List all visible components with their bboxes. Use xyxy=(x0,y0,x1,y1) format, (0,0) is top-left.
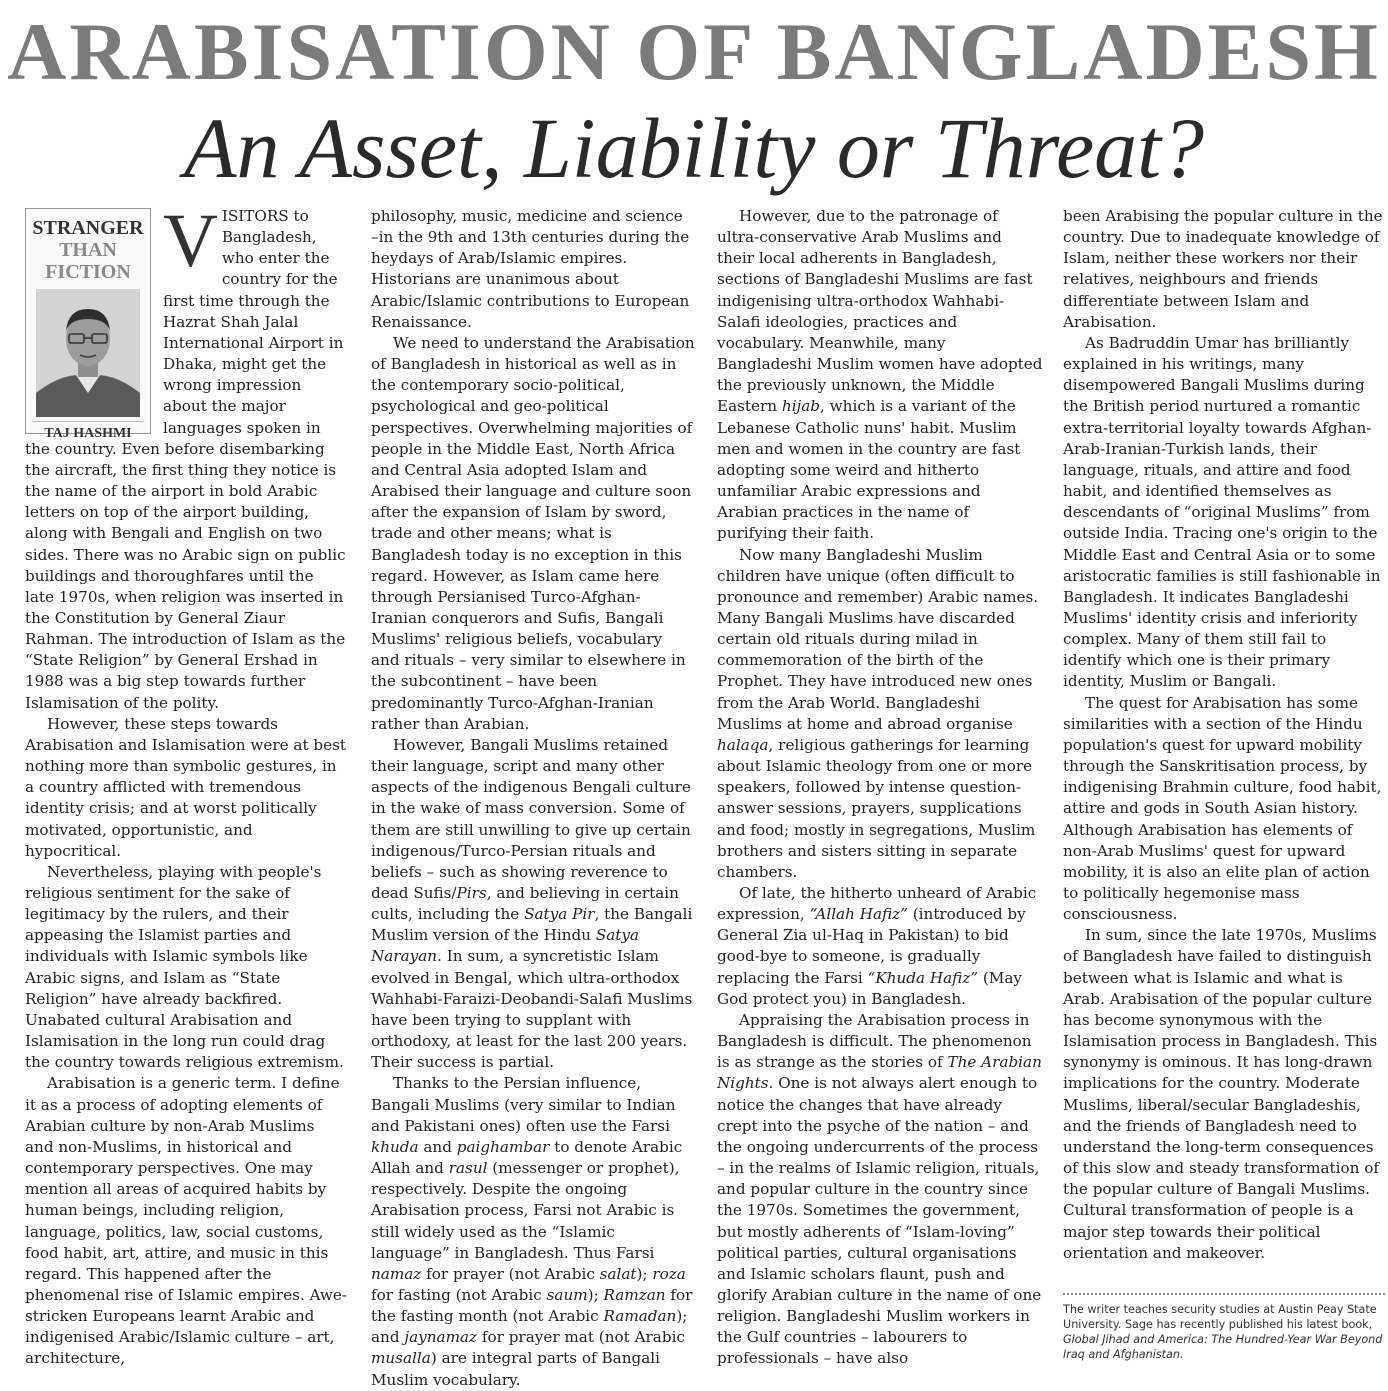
paragraph: VISITORS to Bangladesh, who enter the country for the first time through the Hazrat Shah Jalal International Airport in Dhaka, might get the wrong impression about the major languages spoken in the country. Even before disembarking the aircraft, the first thing they notice is the name of the airport in bold Arabic letters on top of the airport building, along with Bengali and English on two sides. There was no Arabic sign on public buildings and thoroughfares until the late 1970s, when religion was inserted in the Constitution by General Ziaur Rahman. The introduction of Islam as the “State Religion” by General Ershad in 1988 was a big step towards further Islamisation of the polity. xyxy=(25,199,346,712)
drop-cap: V xyxy=(163,199,218,283)
author-photo xyxy=(36,289,140,417)
columnist-box xyxy=(25,208,151,441)
paragraph: The quest for Arabisation has some similarities with a section of the Hindu population's quest for upward mobility through the Sanskritisation process, by indigenising Brahmin culture, food habit, attire and gods in South Asian history. Although Arabisation has elements of non-Arab Muslims' quest for upward mobility, it is also an elite plan of action to politically hegemonise mass consciousness. xyxy=(1063,693,1382,924)
article-column-1 xyxy=(25,199,348,1368)
paragraph: Thanks to the Persian influence, Bangali Muslims (very similar to Indian and Pakistani ones) often use the Farsi khuda and paighambar to denote Arabic Allah and rasul (messenger or prophet), respectively. Despite the ongoing Arabisation process, Farsi not Arabic is still widely used as the “Islamic language” in Bangladesh. Thus Farsi namaz for prayer (not Arabic salat); roza for fasting (not Arabic saum); Ramzan for the fasting month (not Arabic Ramadan); and jaynamaz for prayer mat (not Arabic musalla) are integral parts of Bangali Muslim vocabulary. xyxy=(371,1074,693,1389)
article-column-3 xyxy=(717,206,1043,1368)
footnote-divider xyxy=(1063,1293,1385,1295)
paragraph: been Arabising the popular culture in the country. Due to inadequate knowledge of Islam, neither these workers nor their relatives, neighbours and friends differentiate between Islam and Arabisation. xyxy=(1063,207,1383,331)
paragraph: Appraising the Arabisation process in Bangladesh is difficult. The phenomenon is as strange as the stories of The Arabian Nights. One is not always alert enough to notice the changes that have already crept into the psyche of the nation – and the ongoing undercurrents of the process – in the realms of Islamic religion, rituals, and popular culture in the country since the 1970s. Sometimes the government, but mostly adherents of “Islam-loving” political parties, cultural organisations and Islamic scholars flaunt, push and glorify Arabian culture in the name of one religion. Bangladeshi Muslim workers in the Gulf countries – labourers to professionals – have also xyxy=(717,1010,1042,1368)
paragraph: Now many Bangladeshi Muslim children have unique (often difficult to pronounce and remember) Arabic names. Many Bangali Muslims have discarded certain old rituals during milad in commemoration of the birth of the Prophet. They have introduced new ones from the Arab World. Bangladeshi Muslims at home and abroad organise halaqa, religious gatherings for learning about Islamic theology from one or more speakers, followed by intense question-answer sessions, prayers, supplications and food; mostly in segregations, Muslim brothers and sisters sitting in separate chambers. xyxy=(717,545,1039,881)
paragraph: Arabisation is a generic term. I define it as a process of adopting elements of Arabian culture by non-Arab Muslims and non-Muslims, in historical and contemporary perspectives. One may mention all areas of acquired habits by human beings, including religion, language, politics, law, social customs, food habit, art, attire, and music in this regard. This happened after the phenomenal rise of Islamic empires. Awe-stricken Europeans learnt Arabic and indigenised Arabic/Islamic culture – art, architecture, xyxy=(25,1074,348,1368)
paragraph: However, these steps towards Arabisation and Islamisation were at best nothing more than symbolic gestures, in a country afflicted with tremendous identity crisis; and at worst politically motivated, opportunistic, and hypocritical. xyxy=(25,714,346,860)
column-title-line2: THAN xyxy=(59,239,117,261)
paragraph: However, due to the patronage of ultra-conservative Arab Muslims and their local adherents in Bangladesh, sections of Bangladeshi Muslims are fast indigenising ultra-orthodox Wahhabi-Salafi ideologies, practices and vocabulary. Meanwhile, many Bangladeshi Muslim women have adopted the previously unknown, the Middle Eastern hijab, which is a variant of the Lebanese Catholic nuns' habit. Muslim men and women in the country are fast adopting some weird and hitherto unfamiliar Arabic expressions and Arabian practices in the name of purifying their faith. xyxy=(717,207,1043,543)
paragraph: Nevertheless, playing with people's religious sentiment for the sake of legitimacy by the rulers, and their appeasing the Islamist parties and individuals with Islamic symbols like Arabic signs, and Islam as “State Religion” have already backfired. Unabated cultural Arabisation and Islamisation in the long run could drag the country towards religious extremism. xyxy=(25,862,344,1072)
paragraph: philosophy, music, medicine and science –in the 9th and 13th centuries during the heydays of Arab/Islamic empires. Historians are unanimous about Arabic/Islamic contributions to European Renaissance. xyxy=(371,207,690,331)
subheadline: An Asset, Liability or Threat? xyxy=(183,100,1205,196)
paragraph: We need to understand the Arabisation of Bangladesh in historical as well as in the contemporary socio-political, psychological and geo-political perspectives. Overwhelming majorities of people in the Middle East, North Africa and Central Asia adopted Islam and Arabised their language and culture soon after the expansion of Islam by sword, trade and other means; what is Bangladesh today is no exception in this regard. However, as Islam came here through Persianised Turco-Afghan-Iranian conquerors and Sufis, Bangali Muslims' religious beliefs, vocabulary and rituals – very similar to elsewhere in the subcontinent – have been predominantly Turco-Afghan-Iranian rather than Arabian. xyxy=(371,333,695,733)
paragraph: As Badruddin Umar has brilliantly explained in his writings, many disempowered Bangali Muslims during the British period nurtured a romantic extra-territorial loyalty towards Afghan-Arab-Iranian-Turkish lands, their language, rituals, and attire and food habit, and identified themselves as descendants of “original Muslims” from outside India. Tracing one's origin to the Middle East and Central Asia or to some aristocratic families is still fashionable in Bangladesh. It indicates Bangladeshi Muslims' identity crisis and inferiority complex. Many of them still fail to identify which one is their primary identity, Muslim or Bangali. xyxy=(1063,333,1381,691)
column-title-line1: STRANGER xyxy=(32,217,144,239)
author-portrait-image xyxy=(36,289,140,417)
article-column-4 xyxy=(1063,206,1385,1268)
paragraph: However, Bangali Muslims retained their language, script and many other aspects of the indigenous Bengali culture in the wake of mass conversion. Some of them are still unwilling to give up certain indigenous/Turco-Persian rituals and beliefs – such as showing reverence to dead Sufis/Pirs, and believing in certain cults, including the Satya Pir, the Bangali Muslim version of the Hindu Satya Narayan. In sum, a syncretistic Islam evolved in Bengal, which ultra-orthodox Wahhabi-Faraizi-Deobandi-Salafi Muslims have been trying to supplant with orthodoxy, at least for the last 200 years. Their success is partial. xyxy=(371,735,693,1072)
paragraph: In sum, since the late 1970s, Muslims of Bangladesh have failed to distinguish between what is Islamic and what is Arab. Arabisation of the popular culture has become synonymous with the Islamisation process in Bangladesh. This synonymy is ominous. It has long-drawn implications for the country. Moderate Muslims, liberal/secular Bangladeshis, and the friends of Bangladesh need to understand the long-term consequences of this slow and steady transformation of the popular culture of Bangali Muslims. Cultural transformation of people is a major step towards their political orientation and makeover. xyxy=(1063,926,1379,1262)
headline: ARABISATION OF BANGLADESH xyxy=(7,6,1381,97)
book-title: Global Jihad and America: The Hundred-Year War Beyond Iraq and Afghanistan. xyxy=(1063,1333,1383,1361)
paragraph: Of late, the hitherto unheard of Arabic expression, “Allah Hafiz” (introduced by General Zia ul-Haq in Pakistan) to bid good-bye to someone, is gradually replacing the Farsi “Khuda Hafiz” (May God protect you) in Bangladesh. xyxy=(717,884,1037,1008)
article-column-2 xyxy=(371,206,695,1389)
author-footnote: The writer teaches security studies at Austin Peay State University. Sage has recently published his latest book, Global Jihad and America: The Hundred-Year War Beyond Iraq and Afghanistan. xyxy=(1063,1303,1383,1361)
column-title-line3: FICTION xyxy=(45,261,131,283)
author-name: TAJ HASHMI xyxy=(32,421,144,444)
